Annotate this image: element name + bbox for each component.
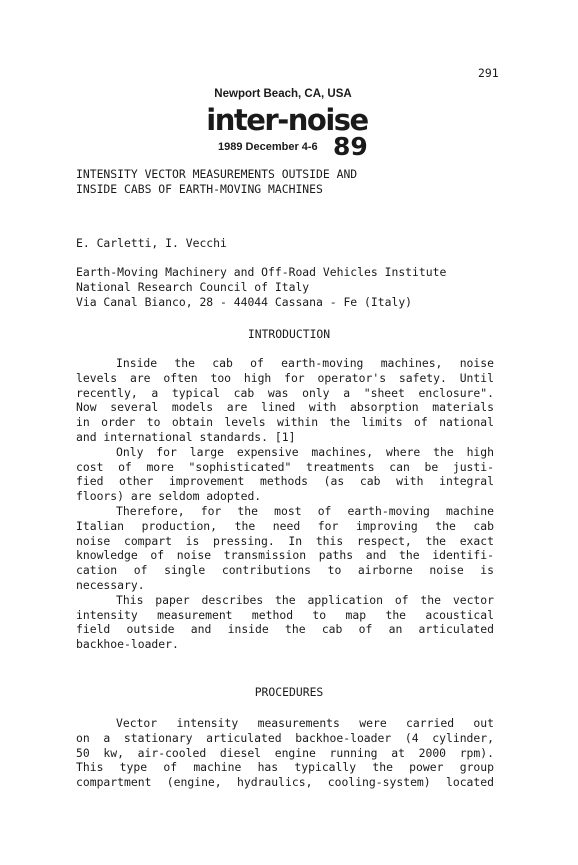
text-line: Therefore, for the most of earth-moving machine (116, 503, 494, 518)
text-line: recently, a typical cab was only a "sheet enclosure". (76, 385, 494, 400)
conference-year: 89 (333, 132, 368, 161)
affiliation-line: Earth-Moving Machinery and Off-Road Vehicles Institute (76, 265, 447, 279)
text-line: necessary. (76, 577, 145, 592)
text-line: field outside and inside the cab of an articulated (76, 622, 494, 637)
text-line: Inside the cab of earth-moving machines, noise (116, 356, 494, 370)
section-heading-introduction: INTRODUCTION (247, 327, 331, 341)
text-line: fied other improvement methods (as cab with integral (76, 474, 494, 489)
text-line: on a stationary articulated backhoe-loader (4 cylinder, (76, 730, 494, 745)
text-line: in order to obtain levels within the limits of national (76, 415, 494, 430)
text-line: intensity measurement method to map the acoustical (76, 607, 494, 622)
text-line: This paper describes the application of the vector (116, 592, 494, 607)
text-line: Italian production, the need for improving the cab (76, 518, 494, 533)
text-line: compartment (engine, hydraulics, cooling-system) located (76, 775, 494, 790)
conference-logo: inter-noise (206, 103, 368, 137)
section-heading-procedures: PROCEDURES (254, 685, 324, 699)
text-line: This type of machine has typically the power group (76, 760, 494, 775)
text-line: floors) are seldom adopted. (76, 489, 262, 504)
affiliation-line: Via Canal Bianco, 28 - 44044 Cassana - Fe (Italy) (76, 294, 413, 309)
text-line: cation of single contributions to airborne noise is (76, 563, 494, 578)
title-line: INTENSITY VECTOR MEASUREMENTS OUTSIDE AND (76, 167, 358, 181)
authors: E. Carletti, I. Vecchi (76, 236, 227, 250)
text-line: Vector intensity measurements were carried out (116, 716, 494, 730)
paper-title (76, 167, 506, 197)
text-line: knowledge of noise transmission paths and the identifi- (76, 548, 494, 563)
affiliation (76, 265, 446, 309)
introduction-text (76, 356, 494, 652)
affiliation-line: National Research Council of Italy (76, 279, 310, 294)
title-line: INSIDE CABS OF EARTH-MOVING MACHINES (76, 181, 323, 196)
text-line: Only for large expensive machines, where the high (116, 444, 494, 459)
text-line: noise compart is pressing. In this respect, the exact (76, 533, 494, 548)
text-line: and international standards. [1] (76, 429, 296, 444)
text-line: Now several models are lined with absorption materials (76, 400, 494, 415)
text-line: levels are often too high for operator's safety. Until (76, 370, 494, 385)
text-line: cost of more "sophisticated" treatments can be justi- (76, 459, 494, 474)
conference-location: Newport Beach, CA, USA (214, 88, 352, 100)
page-number: 291 (478, 66, 499, 80)
text-line: backhoe-loader. (76, 637, 179, 652)
conference-dates: 1989 December 4-6 (218, 141, 318, 153)
procedures-text (76, 716, 494, 790)
text-line: 50 kw, air-cooled diesel engine running at 2000 rpm). (76, 745, 494, 760)
